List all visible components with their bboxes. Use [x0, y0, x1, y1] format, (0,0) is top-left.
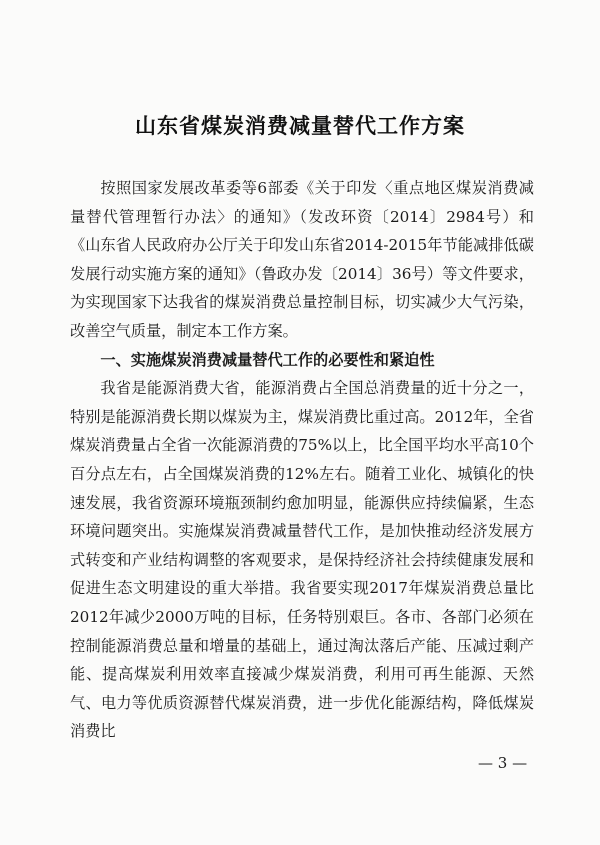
- document-body: [70, 174, 534, 746]
- intro-paragraph: 按照国家发展改革委等6部委《关于印发〈重点地区煤炭消费减量替代管理暂行办法〉的通知》（发改环资〔2014〕2984号）和《山东省人民政府办公厅关于印发山东省2014-2015年节能减排低碳发展行动实施方案的通知》（鲁政办发〔2014〕36号）等文件要求，为实现国家下达我省的煤炭消费总量控制目标，切实减少大气污染，改善空气质量，制定本工作方案。: [70, 179, 534, 340]
- page-number: — 3 —: [478, 754, 528, 772]
- document-title: 山东省煤炭消费减量替代工作方案: [135, 114, 465, 138]
- section-paragraph: 我省是能源消费大省，能源消费占全国总消费量的近十分之一，特别是能源消费长期以煤炭为主，煤炭消费比重过高。2012年，全省煤炭消费量占全省一次能源消费的75%以上，比全国平均水平高10个百分点左右，占全国煤炭消费的12%左右。随着工业化、城镇化的快速发展，我省资源环境瓶颈制约愈加明显，能源供应持续偏紧，生态环境问题突出。实施煤炭消费减量替代工作，是加快推动经济发展方式转变和产业结构调整的客观要求，是保持经济社会持续健康发展和促进生态文明建设的重大举措。我省要实现2017年煤炭消费总量比2012年减少2000万吨的目标，任务特别艰巨。各市、各部门必须在控制能源消费总量和增量的基础上，通过淘汰落后产能、压减过剩产能、提高煤炭利用效率直接减少煤炭消费，利用可再生能源、天然气、电力等优质资源替代煤炭消费，进一步优化能源结构，降低煤炭消费比: [70, 379, 534, 741]
- section-heading: 一、实施煤炭消费减量替代工作的必要性和紧迫性: [100, 350, 435, 369]
